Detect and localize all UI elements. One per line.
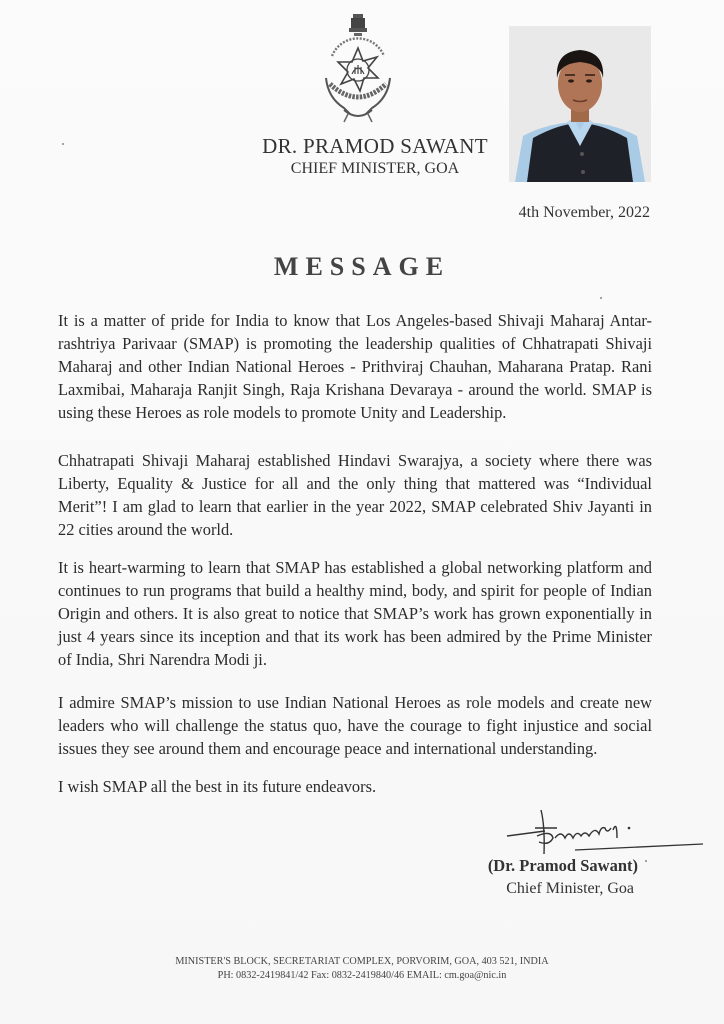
- footer-contact: PH: 0832-2419841/42 Fax: 0832-2419840/46 EMAIL: cm.goa@nic.in: [217, 970, 507, 981]
- signatory-name: (Dr. Pramod Sawant): [487, 856, 638, 875]
- letter-date: 4th November, 2022: [518, 204, 650, 221]
- footer-address: MINISTER'S BLOCK, SECRETARIAT COMPLEX, PORVORIM, GOA, 403 521, INDIA: [175, 956, 549, 967]
- handwritten-signature-icon: [505, 806, 705, 861]
- minister-photo: [509, 26, 651, 182]
- message-paragraph-2: Chhatrapati Shivaji Maharaj established Hindavi Swarajya, a society where there was Liberty, Equality & Justice for all and the only thing that mattered was “Individual Merit”! I am glad to learn that earlier in the year 2022, SMAP celebrated Shiv Jayanti in 22 cities around the world.: [58, 451, 652, 539]
- scan-speck: [645, 860, 647, 862]
- minister-name: DR. PRAMOD SAWANT: [262, 134, 488, 158]
- scan-speck: [62, 143, 64, 145]
- government-of-goa-emblem-icon: [318, 12, 398, 124]
- message-paragraph-4: I admire SMAP’s mission to use Indian National Heroes as role models and create new leaders who will challenge the status quo, have the courage to fight injustice and social issues they see around them and encourage peace and international understanding.: [58, 693, 652, 758]
- message-paragraph-5: I wish SMAP all the best in its future endeavors.: [58, 777, 377, 796]
- message-paragraph-1: It is a matter of pride for India to know that Los Angeles-based Shivaji Maharaj Antar-rashtriya Parivaar (SMAP) is promoting the leadership qualities of Chhatrapati Shivaji Maharaj and other Indian National Heroes - Prithviraj Chauhan, Maharana Pratap. Rani Laxmibai, Maharaja Ranjit Singh, Raja Krishana Devaraya - around the world. SMAP is using these Heroes as role models to promote Unity and Leadership.: [58, 311, 652, 422]
- minister-title: CHIEF MINISTER, GOA: [290, 160, 460, 177]
- message-paragraph-3: It is heart-warming to learn that SMAP has established a global networking platform and continues to run programs that build a healthy mind, body, and spirit for people of Indian Origin and others. It is also great to notice that SMAP’s work has grown exponentially in just 4 years since its inception and that its work has been admired by the Prime Minister of India, Shri Narendra Modi ji.: [58, 558, 652, 669]
- message-body: [58, 309, 652, 798]
- signatory-title: Chief Minister, Goa: [506, 880, 634, 897]
- letterhead-footer: [0, 955, 724, 983]
- portrait-image-icon: [509, 26, 651, 182]
- message-heading: MESSAGE: [273, 252, 451, 281]
- scan-speck: [600, 297, 602, 299]
